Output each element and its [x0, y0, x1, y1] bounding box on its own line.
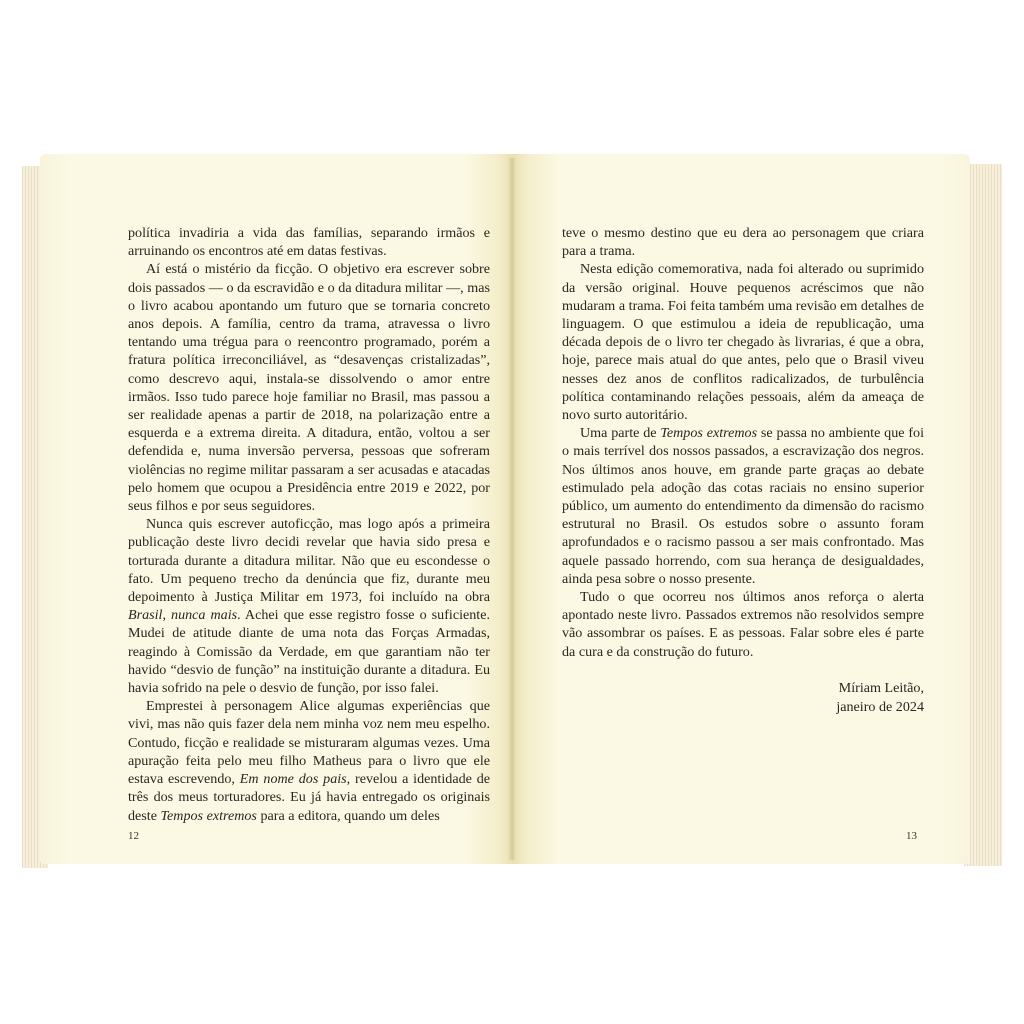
- text-segment: teve o mesmo destino que eu dera ao personagem que criara para a trama.: [562, 225, 924, 260]
- text-segment: política invadiria a vida das famílias, separando irmãos e arruinando os encontros até em datas festivas.: [128, 225, 490, 260]
- text-segment: Tudo o que ocorreu nos últimos anos reforça o alerta apontado neste livro. Passados extremos não resolvidos sempre vão assombrar os países. E as pessoas. Falar sobre eles é parte da cura e da construção do futuro.: [562, 589, 924, 660]
- text-segment: Uma parte de: [580, 425, 661, 442]
- right-page[interactable]: [512, 154, 970, 864]
- italic-title: Em nome dos pais: [239, 771, 347, 788]
- left-page-text: [128, 224, 490, 825]
- italic-title: Brasil, nunca mais: [128, 607, 238, 624]
- paragraph: [562, 588, 924, 661]
- text-segment: para a editora, quando um deles: [256, 807, 440, 824]
- paragraph: [562, 424, 924, 588]
- text-segment: Emprestei à personagem Alice algumas experiências que vivi, mas não quis fazer dela nem minha voz nem meu espelho. Contudo, ficção e realidade se misturaram algumas vezes. Uma apuração feita pelo meu filho Matheus para o livro que ele estava escrevendo,: [128, 698, 490, 788]
- left-page[interactable]: [40, 154, 514, 864]
- author-signature: [562, 679, 924, 717]
- paragraph: [562, 224, 924, 260]
- italic-title: Tempos extremos: [160, 807, 257, 824]
- right-page-number: 13: [906, 830, 917, 842]
- paragraph: [128, 224, 490, 260]
- signature-name: Míriam Leitão,: [838, 680, 924, 696]
- text-segment: Nunca quis escrever autoficção, mas logo após a primeira publicação deste livro decidi revelar que havia sido presa e torturada durante a ditadura militar. Não que eu escondesse o fato. Um pequeno trecho da denúncia que fiz, durante meu depoimento à Justiça Militar em 1973, foi incluído na obra: [128, 516, 490, 606]
- right-page-text: [562, 224, 924, 661]
- paragraph: [562, 260, 924, 424]
- text-segment: , revelou a identidade de três dos meus torturadores. Eu já havia entregado os originais deste: [128, 771, 491, 824]
- italic-title: Tempos extremos: [660, 425, 758, 442]
- text-segment: Aí está o mistério da ficção. O objetivo era escrever sobre dois passados — o da escravidão e o da ditadura militar —, mas o livro acabou apontando um futuro que se tornaria concreto anos depois. A família, centro da trama, atravessa o livro tentando uma trégua para o reencontro programado, porém a fratura política irreconciliável, as “desavenças cristalizadas”, como descrevo aqui, instala-se dissolvendo o amor entre irmãos. Isso tudo parece hoje familiar no Brasil, mas passou a ser realidade apenas a partir de 2018, na polarização entre a esquerda e a extrema direita. A ditadura, então, voltou a ser defendida e, numa inversão perversa, pessoas que sofreram violências no regime militar passaram a ser acusadas e atacadas pelo homem que ocupou a Presidência entre 2019 e 2022, por seus filhos e por seus seguidores.: [128, 261, 490, 515]
- paragraph: [128, 260, 490, 515]
- paragraph: [128, 697, 490, 824]
- signature-date: janeiro de 2024: [836, 699, 924, 715]
- open-book: [22, 148, 1002, 876]
- text-segment: . Achei que esse registro fosse o suficiente. Mudei de atitude diante de uma nota das Forças Armadas, reagindo à Comissão da Verdade, em que garantiam não ter havido “desvio de função” na instituição durante a ditadura. Eu havia sofrido na pele o desvio de função, por isso falei.: [128, 607, 490, 697]
- text-segment: se passa no ambiente que foi o mais terrível dos nossos passados, a escravização dos negros. Nos últimos anos houve, em grande parte graças ao debate estimulado pela adoção das cotas raciais no ensino superior público, um aumento do entendimento da dimensão do racismo estrutural no Brasil. Os estudos sobre o assunto foram aprofundados e o racismo passou a ser mais confrontado. Mas aquele passado horrendo, com sua herança de desigualdades, ainda pesa sobre o nosso presente.: [562, 425, 924, 587]
- paragraph: [128, 515, 490, 697]
- left-page-number: 12: [128, 830, 139, 842]
- text-segment: Nesta edição comemorativa, nada foi alterado ou suprimido da versão original. Houve pequenos acréscimos que não mudaram a trama. Foi feita também uma revisão em detalhes de linguagem. O que estimulou a ideia de republicação, uma década depois de o livro ter chegado às livrarias, é que a obra, hoje, parece mais atual do que antes, pelo que o Brasil viveu nesses dez anos de conflitos radicalizados, de turbulência política contaminando relações pessoais, além da ameaça de novo surto autoritário.: [562, 261, 924, 424]
- book-spine: [508, 158, 516, 860]
